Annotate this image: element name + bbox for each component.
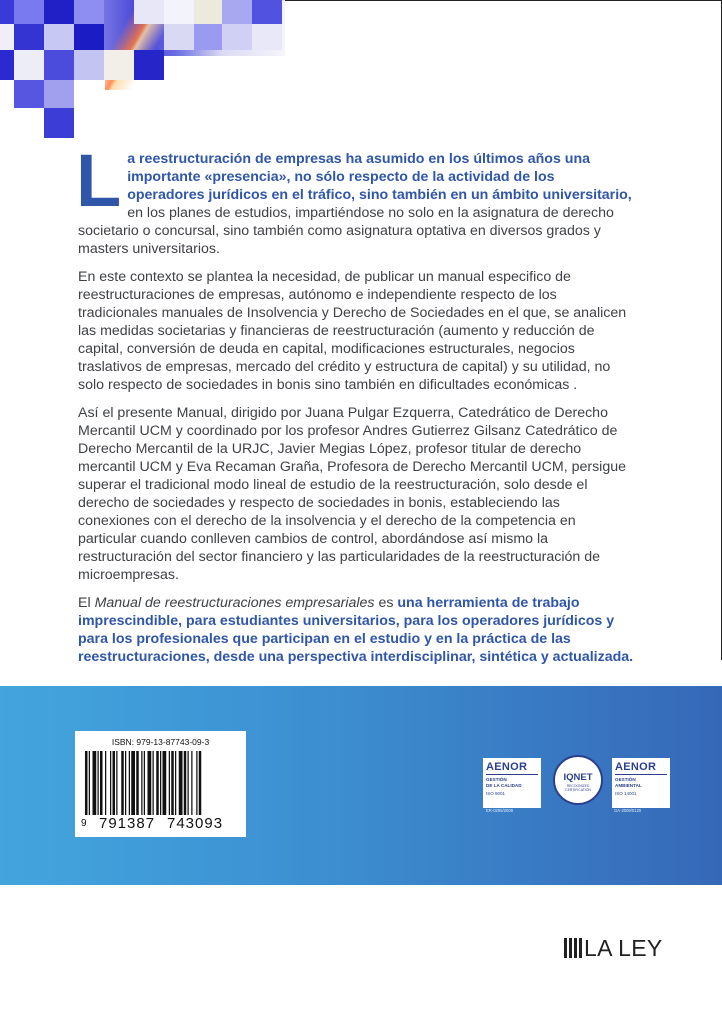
iqnet-logo: IQNET [563, 772, 593, 783]
aenor-quality-badge [483, 758, 541, 808]
aenor-quality-line1: GESTIÓN [486, 777, 507, 782]
iqnet-line2: CERTIFICATION [565, 788, 591, 792]
barcode-icon [85, 751, 240, 815]
barcode-digit-group2: 743093 [167, 815, 224, 832]
barcode-digit-group1: 791387 [99, 815, 156, 832]
aenor-env-standard: ISO 14001 [615, 791, 637, 796]
aenor-quality-logo: AENOR [486, 761, 528, 773]
aenor-env-badge [612, 758, 670, 808]
barcode-digit-first: 9 [81, 818, 87, 829]
conclusion-prefix: El [78, 595, 95, 611]
publisher-name: LA LEY [584, 935, 663, 961]
aenor-quality-standard: ISO 9001 [486, 791, 506, 796]
intro-rest-text: en los planes de estudios, impartiéndose no solo en la asignatura de derecho societario o concursal, sino también como asignatura optativa en diversos grados y masters universitarios. [78, 205, 614, 257]
aenor-env-code: GA-2009/0120 [614, 808, 642, 813]
intro-paragraph [76, 139, 634, 258]
conclusion-paragraph [78, 594, 634, 666]
aenor-quality-line2: DE LA CALIDAD [486, 782, 522, 788]
barcode-box [75, 731, 246, 837]
aenor-quality-code: ER-0295/2009 [486, 808, 514, 813]
publisher-logo [564, 935, 663, 962]
barcode-digits [79, 815, 242, 833]
conclusion-middle: es [374, 595, 398, 611]
back-cover-text [76, 139, 634, 676]
aenor-env-line2: AMBIENTAL [615, 782, 642, 788]
isbn-label: ISBN: 979-13-87743-09-3 [111, 737, 210, 747]
authors-paragraph: Así el presente Manual, dirigido por Juana Pulgar Ezquerra, Catedrático de Derecho Mercantil UCM y coordinado por los profesor Andres Gutierrez Gilsanz Catedrático de Derecho Mercantil de la URJC, Javier Megias López, profesor titular de derecho mercantil UCM y Eva Recaman Graña, Profesora de Derecho Mercantil UCM, persigue superar el tradicional modo lineal de estudio de la reestructuración, solo desde el derecho de sociedades y respecto de sociedades in bonis, estableciendo las conexiones con el derecho de la insolvencia y el derecho de la competencia en particular cuando conlleven cambios de control, abordándose así mismo la restructuración del sector financiero y las particularidades de la reestructuración de microempresas. [78, 405, 626, 583]
top-border-line [280, 0, 722, 1]
aenor-env-line1: GESTIÓN [615, 777, 636, 782]
intro-bold-text: a reestructuración de empresas ha asumido en los últimos años una importante «presencia», no sólo respecto de la actividad de los operadores jurídicos en el tráfico, sino también en un ámbito universitario, [127, 151, 632, 203]
conclusion-bold-text: una herramienta de trabajo imprescindible, para estudiantes universitarios, para los operadores jurídicos y para los profesionales que participan en el estudio y en la práctica de las reestructuraciones, desde una perspectiva interdisciplinar, sintética y actualizada. [78, 595, 634, 665]
four-bars-icon [564, 938, 582, 958]
dropcap-letter: L [76, 139, 122, 222]
decorative-mosaic [0, 0, 285, 140]
iqnet-line1: RECOGNIZED [566, 784, 590, 788]
manual-title: Manual de reestructuraciones empresariales [94, 595, 375, 611]
aenor-env-logo: AENOR [615, 761, 657, 773]
iqnet-badge [553, 755, 603, 805]
context-paragraph: En este contexto se plantea la necesidad, de publicar un manual especifico de reestructuraciones de empresas, autónomo e independiente respecto de los tradicionales manuales de Insolvencia y Derecho de Sociedades en el que, se analicen las medidas societarias y financieras de reestructuración (aumento y reducción de capital, conversión de deuda en capital, modificaciones estructurales, negocios traslativos de empresas, mercado del crédito y estructura de capital) y su utilidad, no solo respecto de sociedades in bonis sino también en dificultades económicas . [78, 269, 627, 393]
